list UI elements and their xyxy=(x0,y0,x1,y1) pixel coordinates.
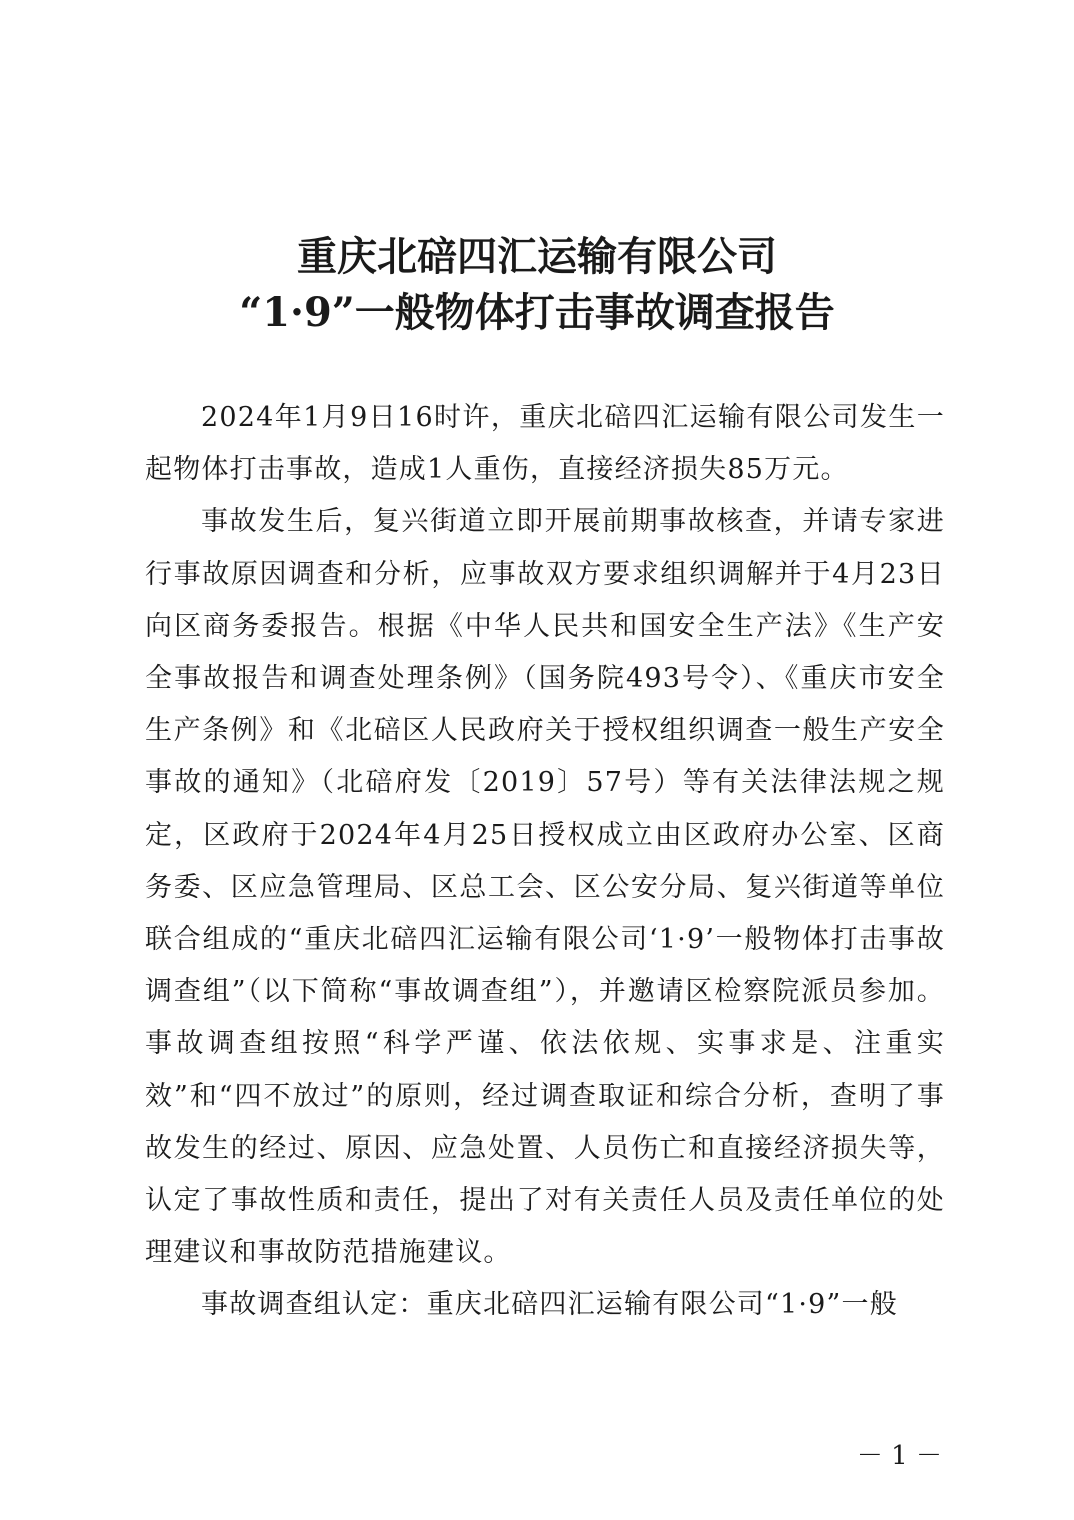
document-title-line-1: 重庆北碚四汇运输有限公司 xyxy=(297,233,777,280)
document-body xyxy=(145,392,945,1332)
page-number: － 1 － xyxy=(856,1441,942,1471)
document-title-line-2: “1·9”一般物体打击事故调查报告 xyxy=(239,289,835,336)
paragraph-1: 2024年1月9日16时许，重庆北碚四汇运输有限公司发生一起物体打击事故，造成1人重伤，直接经济损失85万元。 xyxy=(145,402,945,486)
paragraph-2: 事故发生后，复兴街道立即开展前期事故核查，并请专家进行事故原因调查和分析，应事故双方要求组织调解并于4月23日向区商务委报告。根据《中华人民共和国安全生产法》《生产安全事故报告和调查处理条例》（国务院493号令）、《重庆市安全生产条例》和《北碚区人民政府关于授权组织调查一般生产安全事故的通知》（北碚府发〔2019〕57号）等有关法律法规之规定，区政府于2024年4月25日授权成立由区政府办公室、区商务委、区应急管理局、区总工会、区公安分局、复兴街道等单位联合组成的“重庆北碚四汇运输有限公司‘1·9’一般物体打击事故调查组”（以下简称“事故调查组”），并邀请区检察院派员参加。事故调查组按照“科学严谨、依法依规、实事求是、注重实效”和“四不放过”的原则，经过调查取证和综合分析，查明了事故发生的经过、原因、应急处置、人员伤亡和直接经济损失等，认定了事故性质和责任，提出了对有关责任人员及责任单位的处理建议和事故防范措施建议。 xyxy=(145,506,945,1269)
paragraph-3: 事故调查组认定：重庆北碚四汇运输有限公司“1·9”一般 xyxy=(201,1289,898,1321)
